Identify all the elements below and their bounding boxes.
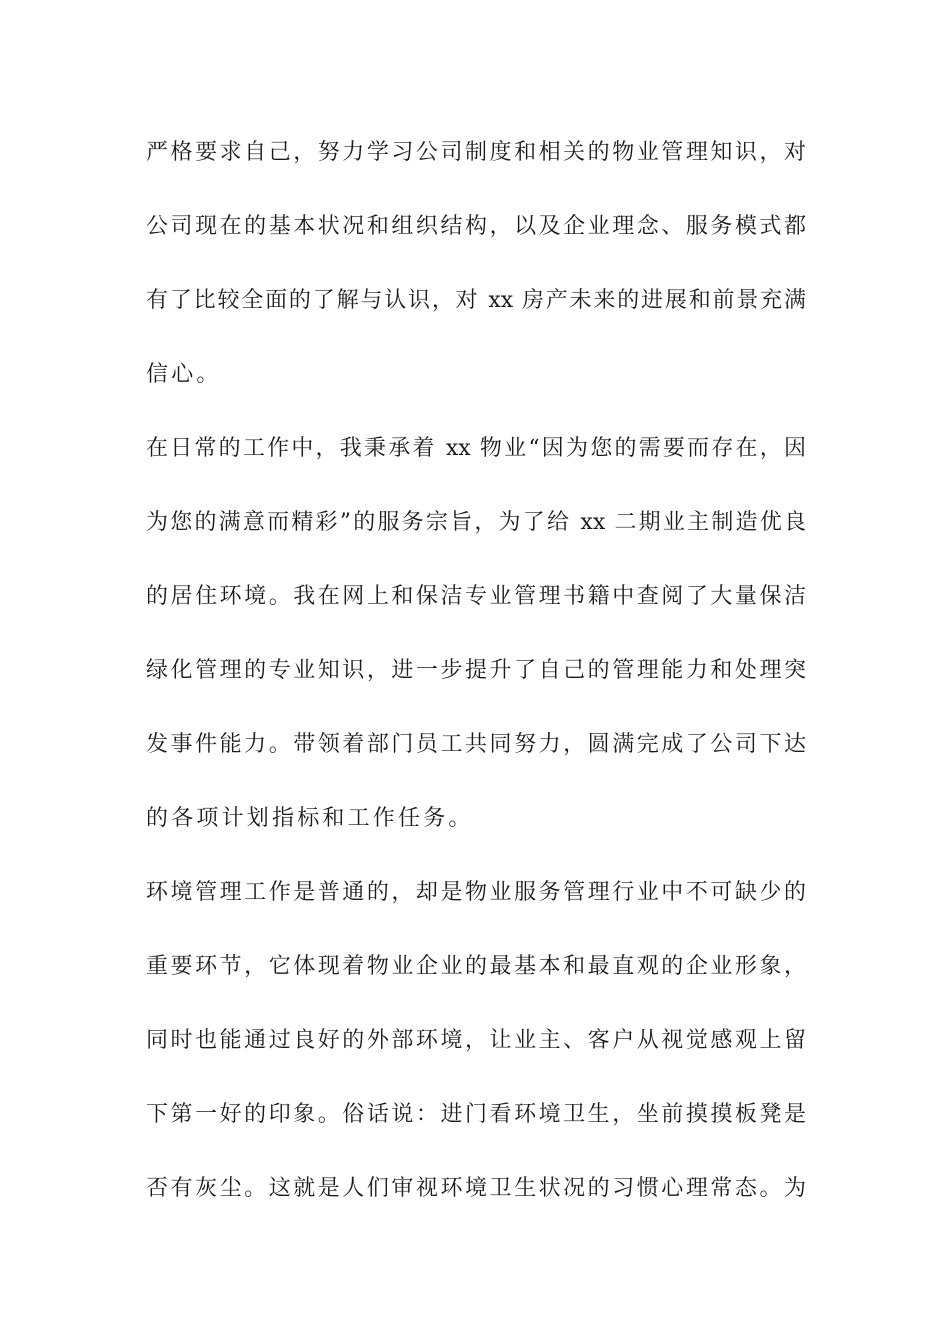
text-line: 重要环节，它体现着物业企业的最基本和最直观的企业形象， bbox=[146, 954, 806, 979]
text-line: 否有灰尘。这就是人们审视环境卫生状况的习惯心理常态。为 bbox=[146, 1176, 806, 1201]
text-line: 下第一好的印象。俗话说：进门看环境卫生，坐前摸摸板凳是 bbox=[146, 1102, 806, 1127]
text-line: 的各项计划指标和工作任务。 bbox=[146, 806, 474, 831]
text-line: 为您的满意而精彩”的服务宗旨，为了给 xx 二期业主制造优良 bbox=[146, 510, 806, 535]
text-line: 公司现在的基本状况和组织结构，以及企业理念、服务模式都 bbox=[146, 214, 806, 239]
text-line: 发事件能力。带领着部门员工共同努力，圆满完成了公司下达 bbox=[146, 732, 806, 757]
text-line: 信心。 bbox=[146, 362, 222, 387]
text-line: 严格要求自己，努力学习公司制度和相关的物业管理知识，对 bbox=[146, 140, 806, 165]
text-line: 绿化管理的专业知识，进一步提升了自己的管理能力和处理突 bbox=[146, 658, 806, 683]
text-line: 环境管理工作是普通的，却是物业服务管理行业中不可缺少的 bbox=[146, 880, 806, 905]
text-line: 在日常的工作中，我秉承着 xx 物业“因为您的需要而存在，因 bbox=[146, 436, 806, 461]
body-text bbox=[146, 128, 806, 1238]
text-line: 的居住环境。我在网上和保洁专业管理书籍中查阅了大量保洁 bbox=[146, 584, 806, 609]
text-line: 同时也能通过良好的外部环境，让业主、客户从视觉感观上留 bbox=[146, 1028, 806, 1053]
text-line: 有了比较全面的了解与认识，对 xx 房产未来的进展和前景充满 bbox=[146, 288, 806, 313]
